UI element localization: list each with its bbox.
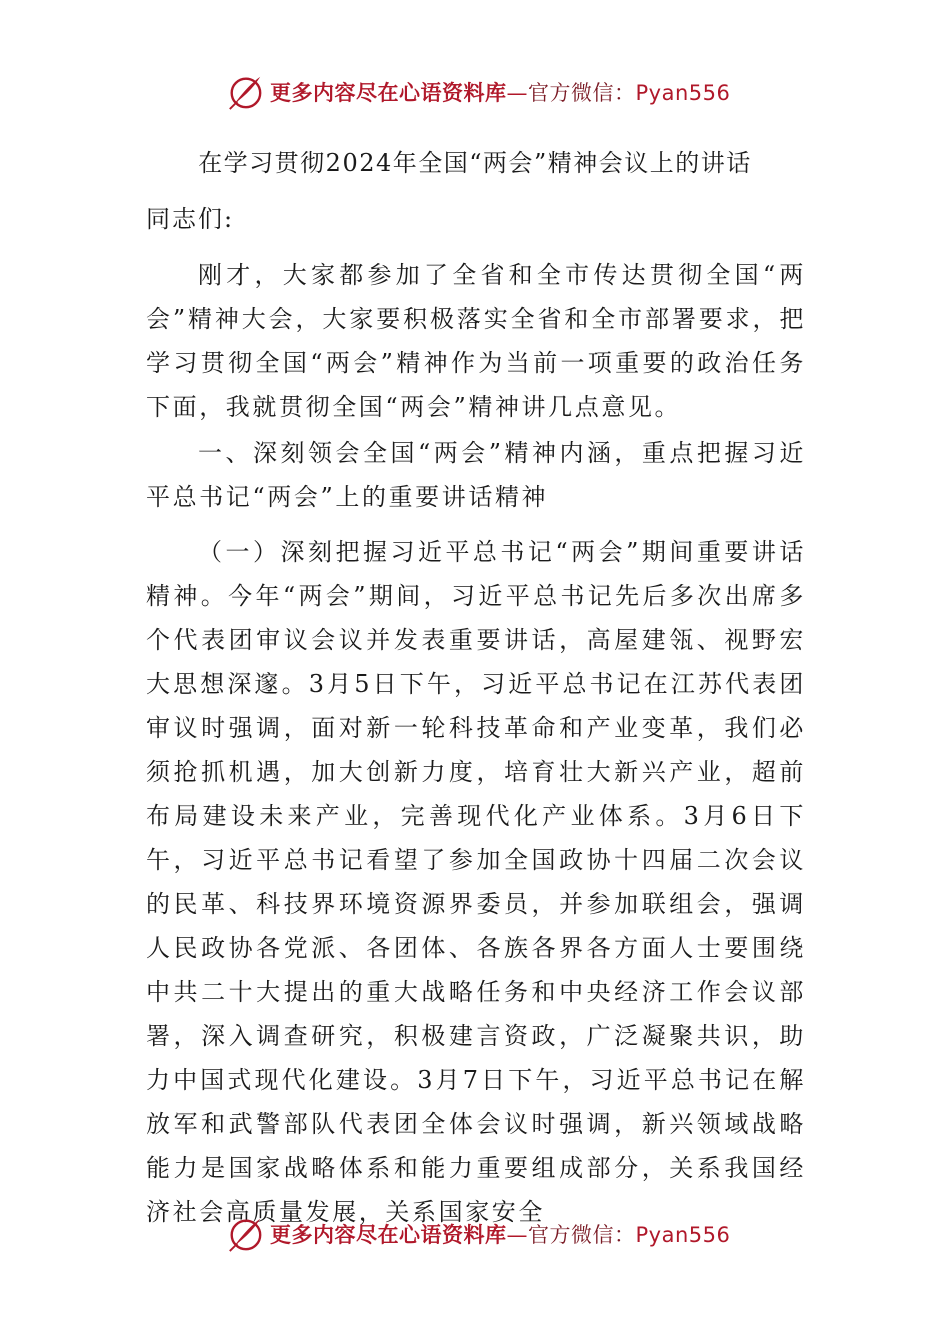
- banner-brand: 更多内容尽在心语资料库: [270, 81, 507, 105]
- banner-separator: —: [506, 81, 528, 105]
- banner-text: [270, 77, 730, 107]
- section-heading-1: 一、深刻领会全国“两会”精神内涵，重点把握习近平总书记“两会”上的重要讲话精神: [146, 439, 806, 511]
- banner-wechat-label: 官方微信：: [528, 1223, 636, 1247]
- footer-banner: [226, 1214, 730, 1254]
- header-banner: [226, 72, 730, 112]
- salutation: 同志们:: [146, 205, 235, 233]
- banner-wechat-label: 官方微信：: [528, 81, 636, 105]
- paragraph-subsection-1: （一）深刻把握习近平总书记“两会”期间重要讲话精神。今年“两会”期间，习近平总书记先后多次出席多个代表团审议会议并发表重要讲话，高屋建瓴、视野宏大思想深邃。3月5日下午，习近平总书记在江苏代表团审议时强调，面对新一轮科技革命和产业变革，我们必须抢抓机遇，加大创新力度，培育壮大新兴产业，超前布局建设未来产业，完善现代化产业体系。3月6日下午，习近平总书记看望了参加全国政协十四届二次会议的民革、科技界环境资源界委员，并参加联组会，强调人民政协各党派、各团体、各族各界各方面人士要围绕中共二十大提出的重大战略任务和中央经济工作会议部署，深入调查研究，积极建言资政，广泛凝聚共识，助力中国式现代化建设。3月7日下午，习近平总书记在解放军和武警部队代表团全体会议时强调，新兴领域战略能力是国家战略体系和能力重要组成部分，关系我国经济社会高质量发展，关系国家安全: [146, 538, 806, 1226]
- quill-pen-logo-icon: [226, 73, 264, 111]
- document-title: 在学习贯彻2024年全国“两会”精神会议上的讲话: [198, 149, 752, 177]
- paragraph-intro: 刚才，大家都参加了全省和全市传达贯彻全国“两会”精神大会，大家要积极落实全省和全市部署要求，把学习贯彻全国“两会”精神作为当前一项重要的政治任务下面，我就贯彻全国“两会”精神讲几点意见。: [146, 261, 806, 421]
- banner-wechat-id: Pyan556: [635, 81, 731, 105]
- banner-brand: 更多内容尽在心语资料库: [270, 1223, 507, 1247]
- banner-wechat-id: Pyan556: [635, 1223, 731, 1247]
- quill-pen-logo-icon: [226, 1215, 264, 1253]
- banner-separator: —: [506, 1223, 528, 1247]
- banner-text: [270, 1219, 730, 1249]
